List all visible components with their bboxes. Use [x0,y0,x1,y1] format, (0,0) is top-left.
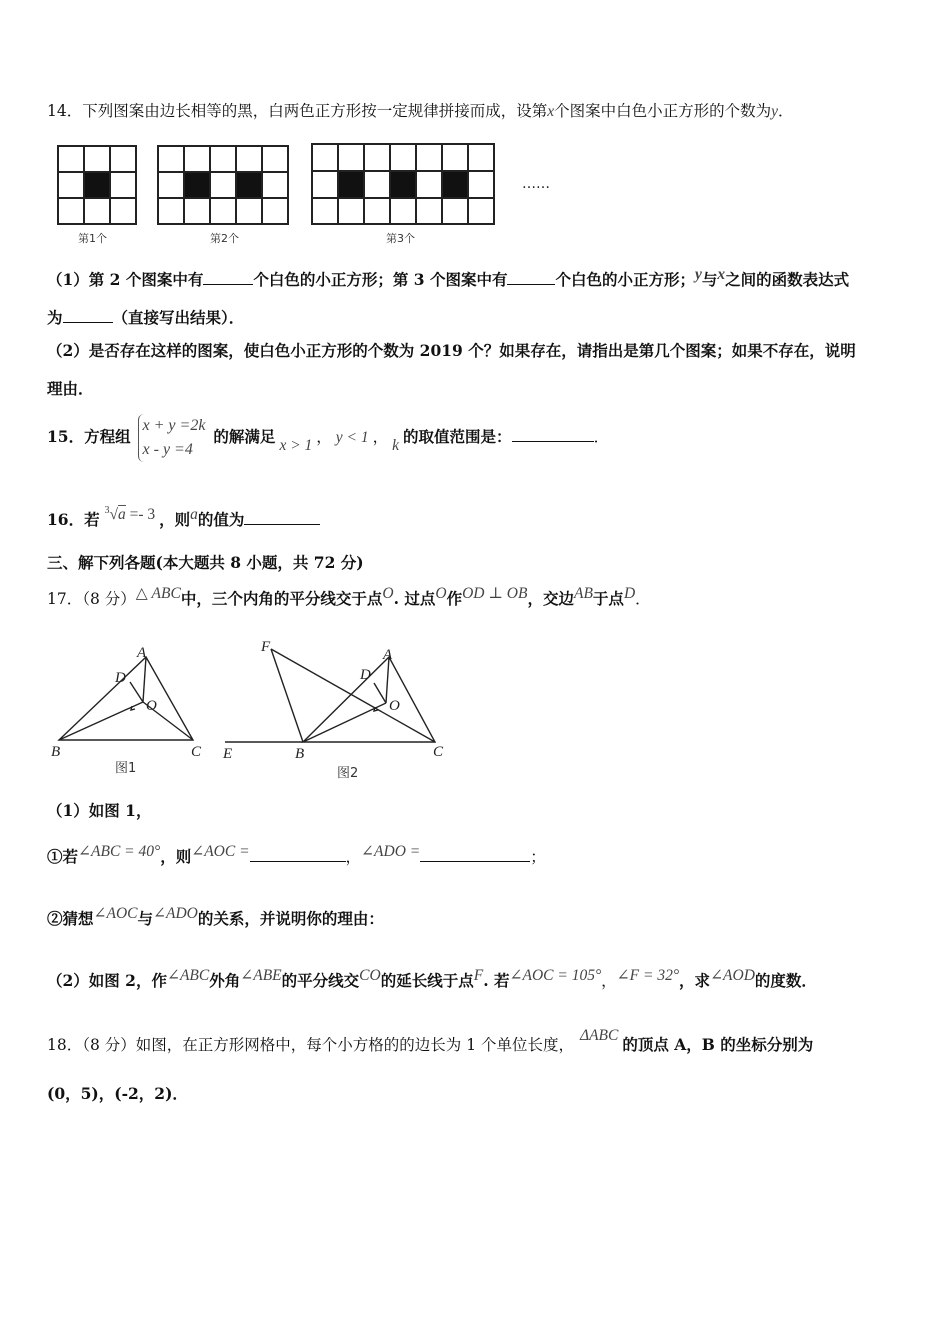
blank-fill[interactable] [63,306,113,323]
q17-part1: （1）如图 1， [47,801,152,820]
pt-B: B [51,744,61,760]
q17-part2: （2）如图 2，作∠ABC外角∠ABE的平分线交CO的延长线于点F. 若∠AOC = 105°，∠F = 32°，求∠AOD的度数． [47,967,817,990]
pt-O: O [146,698,157,714]
q14-stem: 14．下列图案由边长相等的黑，白两色正方形按一定规律拼接而成，设第x个图案中白色小正方形的个数为y． [47,102,794,120]
pt-C2: C [433,744,444,760]
blank-fill[interactable] [250,845,346,862]
figure-1 [59,657,193,740]
q15: 15．方程组 x + y =2k x - y =4的解满足 x > 1 ， y < 1 ， k 的取值范围是： ． [47,408,609,467]
pt-D: D [115,670,126,686]
pt-F: F [261,639,271,655]
q17-stem: 17．（8 分）△ ABC中，三个内角的平分线交于点O. 过点O作OD ⊥ OB，交边AB于点D． [47,585,651,608]
q14-part2-line1: （2）是否存在这样的图案，使白色小正方形的个数为 2019 个？如果存在，请指出是第几个图案；如果不存在，说明 [47,341,856,360]
pt-O2: O [389,698,400,714]
pt-C: C [191,744,202,760]
q18-line1: 18．（8 分）如图，在正方形网格中，每个小方格的的边长为 1 个单位长度，ΔABC 的顶点 A，B 的坐标分别为 [47,1027,814,1054]
q16: 16．若 $^3$√a =- 3 ，则a的值为 [47,502,320,536]
q18-line2: (0，5)，(-2，2)． [47,1084,188,1103]
label-3: 第3个 [386,232,415,245]
blank-fill[interactable] [512,421,594,442]
var-y: y [771,103,779,120]
q14-part1-line1: （1）第 2 个图案中有 个白色的小正方形；第 3 个图案中有 个白色的小正方形；y与x之间的函数表达式 [47,266,850,289]
pt-B2: B [295,746,305,762]
fig2-caption: 图2 [337,766,359,781]
equation-system: x + y =2k x - y =4 [138,414,206,462]
fig1-caption: 图1 [115,761,137,776]
pt-E: E [223,746,233,762]
blank-fill[interactable] [203,268,253,285]
section-title: 三、解下列各题(本大题共 8 小题，共 72 分) [47,553,364,572]
pt-A2: A [383,647,393,663]
q17-figures [45,632,465,787]
figure-2 [225,649,435,742]
q14-pattern-figure [50,138,570,250]
pattern-1 [58,146,136,224]
label-2: 第2个 [210,232,239,245]
q17-sub2: ②猜想∠AOC与∠ADO的关系，并说明你的理由： [47,905,384,928]
q14-part1-line2: 为 （直接写出结果）． [47,308,245,327]
ellipsis: …… [522,176,550,192]
pt-D2: D [360,667,371,683]
q17-sub1: ①若∠ABC = 40°，则∠AOC = ，∠ADO = ； [47,843,546,866]
pattern-2 [158,146,288,224]
blank-fill[interactable] [507,268,555,285]
pt-A: A [137,645,147,661]
pattern-3 [312,144,494,224]
cube-root: $^3$√a =- 3 [104,505,156,524]
label-1: 第1个 [78,232,107,245]
blank-fill[interactable] [244,508,320,525]
q14-part2-line2: 理由． [47,379,94,398]
blank-fill[interactable] [420,845,530,862]
var-x: x [547,103,555,120]
